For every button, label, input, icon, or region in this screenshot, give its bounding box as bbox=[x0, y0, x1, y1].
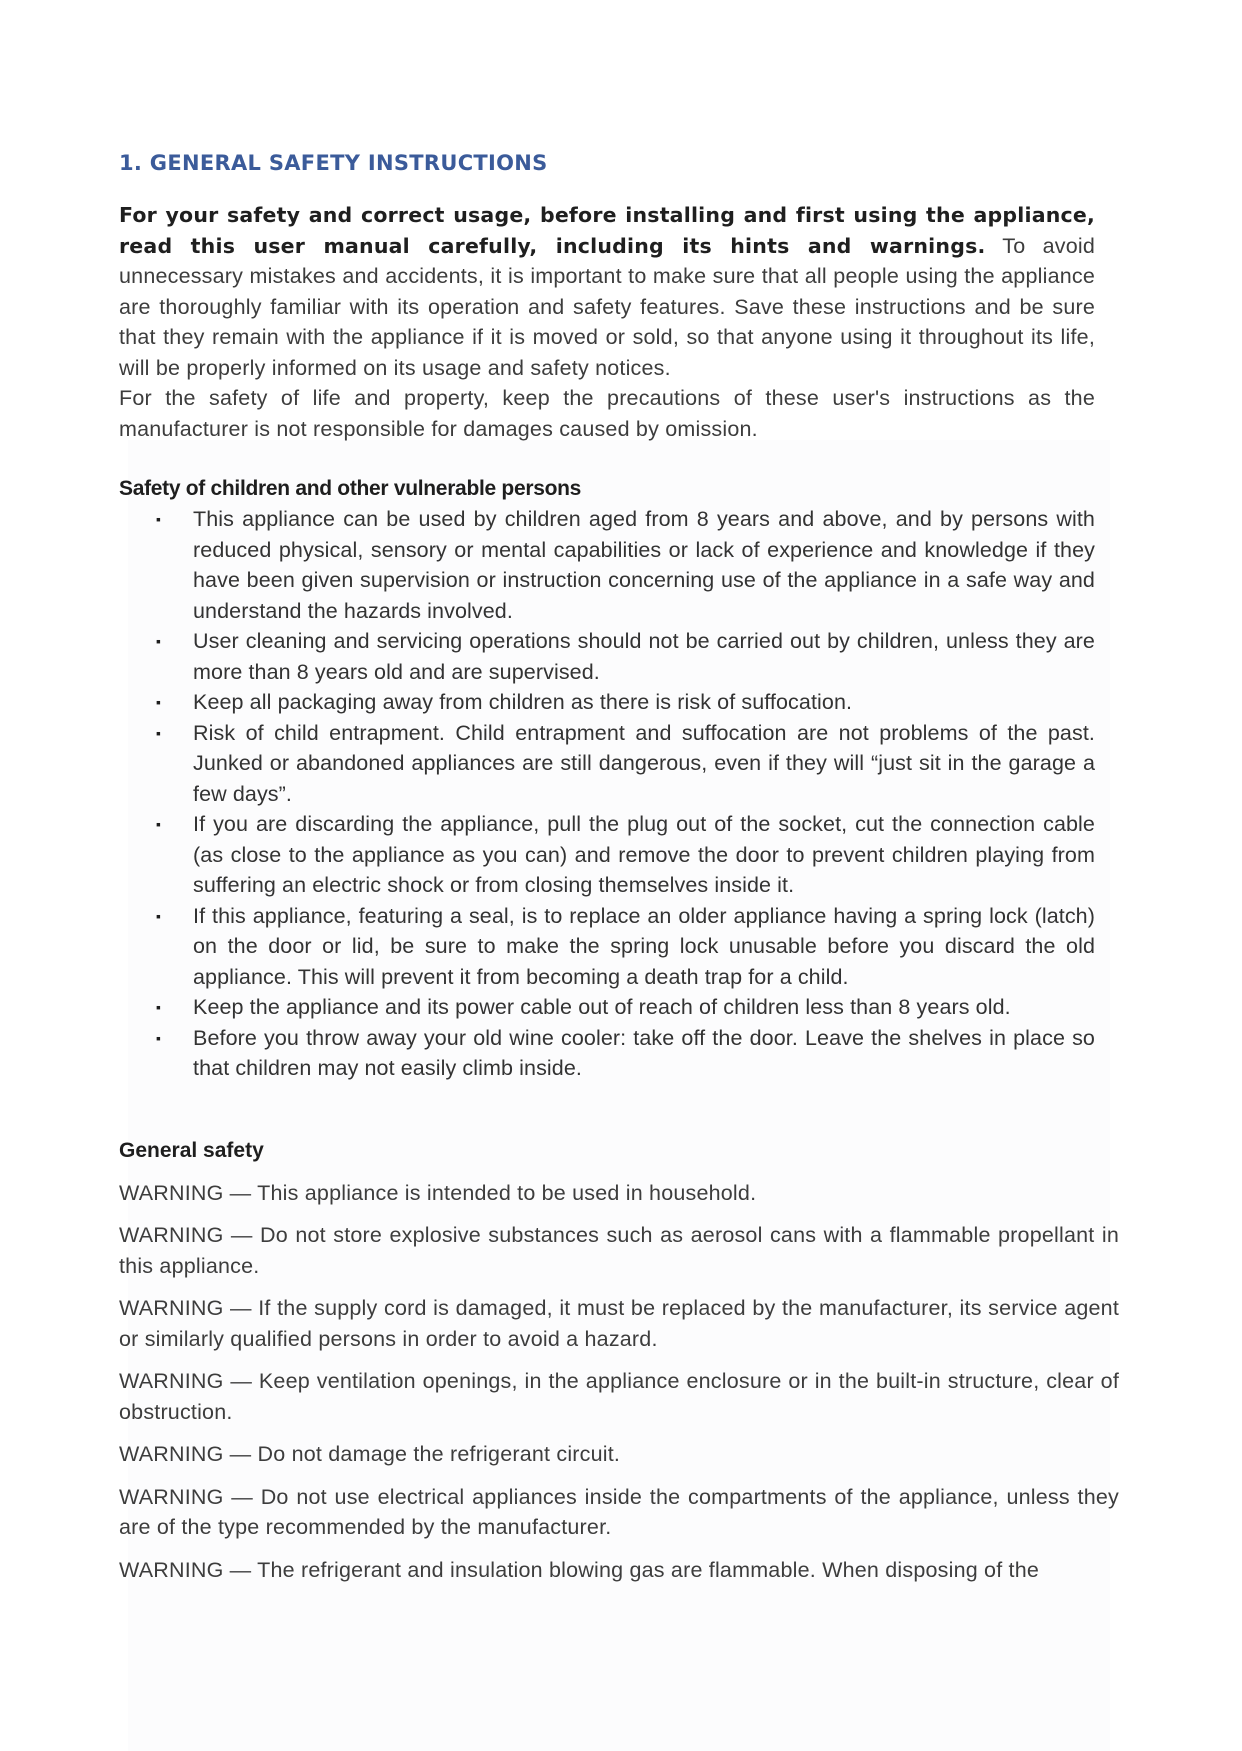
warning-paragraph: WARNING — The refrigerant and insulation blowing gas are flammable. When disposing of the bbox=[119, 1557, 1040, 1582]
intro-paragraph bbox=[119, 200, 1095, 383]
intro-text: To avoid unnecessary mistakes and accidents, it is important to make sure that all people using the appliance are thoroughly familiar with its operation and safety features. Save these instructions and be sure that they remain with the appliance if it is moved or sold, so that anyone using it throughout its life, will be properly informed on its usage and safety notices. bbox=[119, 233, 1095, 380]
list-item: ▪ This appliance can be used by children aged from 8 years and above, and by persons with reduced physical, sensory or mental capabilities or lack of experience and knowledge if they have been given supervision or instruction concerning use of the appliance in a safe way and understand the hazards involved. bbox=[193, 504, 1095, 626]
document-body bbox=[119, 146, 1119, 1597]
list-item: ▪ Keep the appliance and its power cable out of reach of children less than 8 years old. bbox=[193, 992, 1095, 1023]
list-item: ▪ If this appliance, featuring a seal, is to replace an older appliance having a spring lock (latch) on the door or lid, be sure to make the spring lock unusable before you discard the old appliance. This will prevent it from becoming a death trap for a child. bbox=[193, 901, 1095, 993]
list-item: ▪ User cleaning and servicing operations should not be carried out by children, unless they are more than 8 years old and are supervised. bbox=[193, 626, 1095, 687]
intro-bold-text: For your safety and correct usage, before installing and first using the appliance, read this user manual carefully, including its hints and warnings. bbox=[119, 203, 1095, 258]
warning-paragraph: WARNING — If the supply cord is damaged, it must be replaced by the manufacturer, its service agent or similarly qualified persons in order to avoid a hazard. bbox=[119, 1296, 1119, 1351]
warning-paragraph: WARNING — This appliance is intended to be used in household. bbox=[119, 1180, 757, 1205]
bullet-icon: ▪ bbox=[156, 816, 162, 832]
warning-paragraph: WARNING — Do not store explosive substances such as aerosol cans with a flammable propellant in this appliance. bbox=[119, 1223, 1119, 1278]
warning-paragraph: WARNING — Do not damage the refrigerant circuit. bbox=[119, 1442, 621, 1466]
list-item: ▪ Keep all packaging away from children as there is risk of suffocation. bbox=[193, 687, 1095, 718]
list-item: ▪ Risk of child entrapment. Child entrapment and suffocation are not problems of the past. Junked or abandoned appliances are still dangerous, even if they will “just sit in the garage a few days”. bbox=[193, 718, 1095, 810]
intro-second-paragraph: For the safety of life and property, keep the precautions of these user's instructions as the manufacturer is not responsible for damages caused by omission. bbox=[119, 386, 1095, 441]
children-safety-list bbox=[119, 504, 1095, 1084]
bullet-icon: ▪ bbox=[156, 907, 162, 924]
warning-paragraph: WARNING — Do not use electrical appliances inside the compartments of the appliance, unless they are of the type recommended by the manufacturer. bbox=[119, 1484, 1119, 1539]
section-title: 1. GENERAL SAFETY INSTRUCTIONS bbox=[119, 151, 548, 175]
bullet-icon: ▪ bbox=[156, 999, 162, 1015]
bullet-icon: ▪ bbox=[156, 1029, 162, 1046]
bullet-icon: ▪ bbox=[156, 694, 162, 710]
bullet-icon: ▪ bbox=[156, 511, 162, 527]
list-item: ▪ Before you throw away your old wine cooler: take off the door. Leave the shelves in place so that children may not easily climb inside. bbox=[193, 1023, 1095, 1084]
warning-paragraph: WARNING — Keep ventilation openings, in the appliance enclosure or in the built-in structure, clear of obstruction. bbox=[119, 1369, 1119, 1424]
bullet-icon: ▪ bbox=[156, 724, 162, 741]
bullet-icon: ▪ bbox=[156, 633, 162, 649]
general-safety-heading: General safety bbox=[119, 1138, 264, 1162]
children-safety-heading: Safety of children and other vulnerable persons bbox=[119, 477, 582, 500]
list-item: ▪ If you are discarding the appliance, pull the plug out of the socket, cut the connection cable (as close to the appliance as you can) and remove the door to prevent children playing from suffering an electric shock or from closing themselves inside it. bbox=[193, 809, 1095, 901]
